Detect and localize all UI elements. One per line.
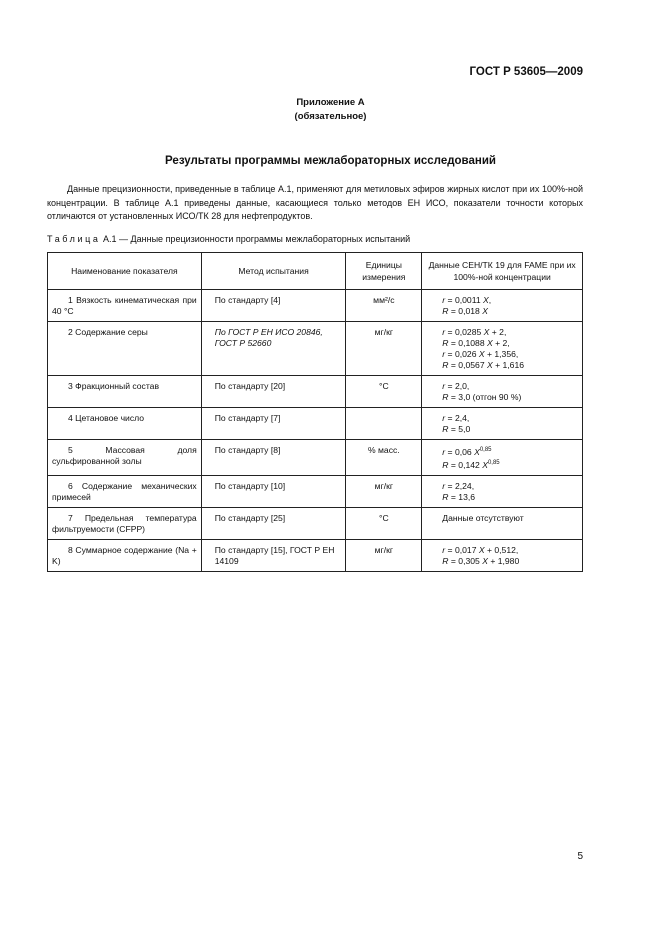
table-row bbox=[48, 507, 583, 539]
precision-data-table bbox=[47, 252, 583, 572]
cell-precision-data bbox=[422, 440, 583, 476]
header-name: Наименование показателя bbox=[48, 253, 202, 290]
precision-formula-line: R = 0,142 X$^{0,85}$ bbox=[442, 459, 500, 470]
cell-indicator-name: 2 Содержание серы bbox=[48, 322, 202, 376]
table-row bbox=[48, 539, 583, 571]
cell-indicator-name: 1 Вязкость кинематическая при 40 °С bbox=[48, 290, 202, 322]
table-caption-text: — Данные прецизионности программы межлабораторных испытаний bbox=[119, 234, 411, 244]
cell-indicator-name: 8 Суммарное содержание (Na + K) bbox=[48, 539, 202, 571]
cell-precision-data bbox=[422, 475, 583, 507]
precision-formula-line: r = 0,017 X + 0,512, bbox=[442, 544, 519, 555]
precision-formula-line: R = 5,0 bbox=[442, 424, 471, 434]
table-caption-number: А.1 bbox=[103, 234, 117, 244]
section-heading: Результаты программы межлабораторных исследований bbox=[165, 155, 496, 167]
precision-formula-line: R = 13,6 bbox=[442, 491, 476, 502]
appendix-title: Приложение А bbox=[296, 97, 365, 108]
cell-indicator-name: 4 Цетановое число bbox=[48, 408, 202, 440]
table-caption bbox=[47, 234, 410, 244]
cell-test-method: По стандарту [8] bbox=[201, 440, 346, 476]
precision-formula-line: r = 0,0285 X + 2, bbox=[442, 327, 507, 337]
document-code: ГОСТ Р 53605—2009 bbox=[469, 66, 583, 78]
precision-formula-line: r = 2,4, bbox=[442, 413, 470, 423]
cell-test-method: По стандарту [4] bbox=[201, 290, 346, 322]
cell-test-method: По стандарту [15], ГОСТ Р ЕН 14109 bbox=[201, 539, 346, 571]
table-row bbox=[48, 408, 583, 440]
cell-indicator-name: 5 Массовая доля сульфированной золы bbox=[48, 440, 202, 476]
precision-formula-line: r = 0,06 X$^{0,85}$ bbox=[442, 446, 492, 457]
precision-formula-line: R = 0,0567 X + 1,616 bbox=[442, 360, 525, 370]
precision-formula-line: R = 3,0 (отгон 90 %) bbox=[442, 392, 522, 402]
cell-unit: мм²/с bbox=[346, 290, 422, 322]
table-body bbox=[48, 290, 583, 572]
appendix-status: (обязательное) bbox=[294, 111, 367, 122]
cell-indicator-name: 6 Содержание механических примесей bbox=[48, 475, 202, 507]
precision-formula-line: r = 0,0011 X, bbox=[442, 295, 492, 305]
cell-test-method: По стандарту [10] bbox=[201, 475, 346, 507]
precision-formula-line: r = 0,026 X + 1,356, bbox=[442, 349, 519, 359]
appendix-heading bbox=[0, 96, 661, 124]
cell-test-method: По стандарту [25] bbox=[201, 507, 346, 539]
cell-test-method: По ГОСТ Р ЕН ИСО 20846, ГОСТ Р 52660 bbox=[201, 322, 346, 376]
cell-precision-data bbox=[422, 322, 583, 376]
precision-formula-line: Данные отсутствуют bbox=[442, 512, 524, 523]
cell-unit bbox=[346, 408, 422, 440]
header-unit: Единицы измерения bbox=[346, 253, 422, 290]
table-caption-prefix: Таблица bbox=[47, 234, 101, 244]
table-row bbox=[48, 322, 583, 376]
page-number: 5 bbox=[577, 851, 583, 862]
cell-precision-data bbox=[422, 376, 583, 408]
table-header-row bbox=[48, 253, 583, 290]
cell-unit: мг/кг bbox=[346, 322, 422, 376]
precision-formula-line: r = 2,24, bbox=[442, 480, 475, 491]
cell-precision-data bbox=[422, 408, 583, 440]
table-row bbox=[48, 440, 583, 476]
cell-unit: мг/кг bbox=[346, 539, 422, 571]
cell-unit: °С bbox=[346, 507, 422, 539]
cell-unit: мг/кг bbox=[346, 475, 422, 507]
cell-precision-data bbox=[422, 539, 583, 571]
cell-unit: % масс. bbox=[346, 440, 422, 476]
header-method: Метод испытания bbox=[201, 253, 346, 290]
cell-test-method: По стандарту [20] bbox=[201, 376, 346, 408]
precision-formula-line: R = 0,018 X bbox=[442, 306, 488, 316]
precision-formula-line: R = 0,1088 X + 2, bbox=[442, 338, 510, 348]
header-data: Данные СЕН/ТК 19 для FAME при их 100%-ной концентрации bbox=[422, 253, 583, 290]
cell-precision-data bbox=[422, 290, 583, 322]
intro-paragraph: Данные прецизионности, приведенные в таблице А.1, применяют для метиловых эфиров жирных кислот при их 100%-ной концентрации. В таблице А.1 приведены данные, касающиеся только методов ЕН ИСО, показатели точности которых отличаются от установленных ИСО/ТК 28 для нефтепродуктов. bbox=[47, 184, 583, 221]
table-row bbox=[48, 475, 583, 507]
cell-precision-data bbox=[422, 507, 583, 539]
cell-test-method: По стандарту [7] bbox=[201, 408, 346, 440]
cell-indicator-name: 3 Фракционный состав bbox=[48, 376, 202, 408]
cell-indicator-name: 7 Предельная температура фильтруемости (CFPP) bbox=[48, 507, 202, 539]
table-row bbox=[48, 376, 583, 408]
cell-unit: °С bbox=[346, 376, 422, 408]
table-row bbox=[48, 290, 583, 322]
precision-formula-line: R = 0,305 X + 1,980 bbox=[442, 555, 520, 566]
precision-formula-line: r = 2,0, bbox=[442, 381, 470, 391]
